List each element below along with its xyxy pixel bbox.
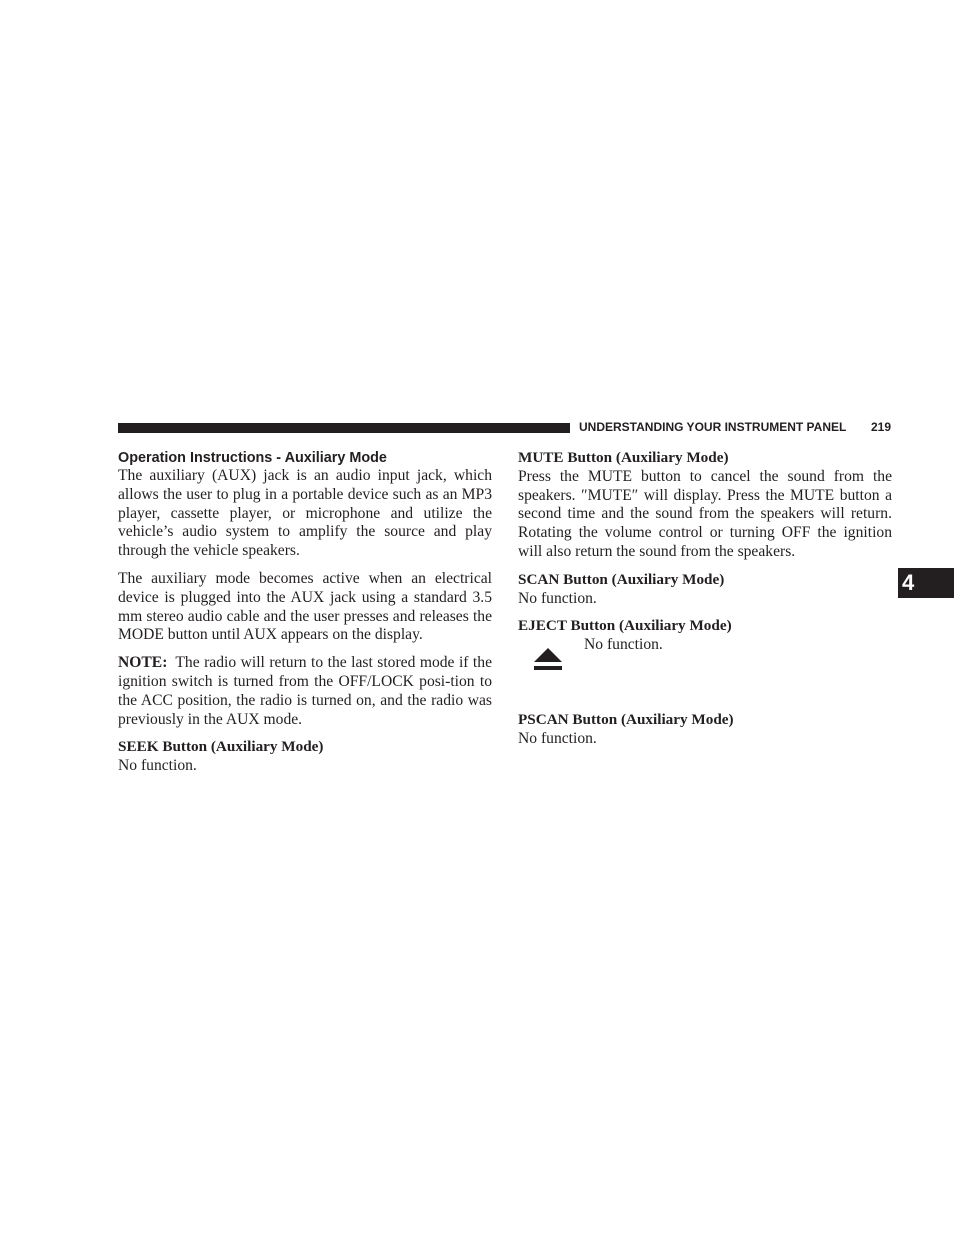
eject-heading: EJECT Button (Auxiliary Mode)	[518, 617, 732, 635]
right-column	[518, 449, 892, 749]
mute-heading: MUTE Button (Auxiliary Mode)	[518, 449, 729, 466]
eject-row	[518, 636, 892, 711]
left-column	[118, 449, 492, 776]
mute-text: Press the MUTE button to cancel the sound from the speakers. ″MUTE″ will display. Press the MUTE button a second time and the sound from the speakers will return. Rotating the volume control or turning OFF the ignition will also return the sound from the speakers.	[518, 467, 892, 560]
aux-active-paragraph: The auxiliary mode becomes active when an electrical device is plugged into the AUX jack using a standard 3.5 mm stereo audio cable and the user presses and releases the MODE button until AUX appears on the display.	[118, 569, 492, 644]
pscan-heading: PSCAN Button (Auxiliary Mode)	[518, 711, 734, 729]
scan-text: No function.	[518, 589, 597, 607]
chapter-tab	[898, 568, 954, 598]
header-rule	[118, 423, 570, 433]
eject-text: No function.	[584, 636, 663, 654]
aux-intro-paragraph: The auxiliary (AUX) jack is an audio input jack, which allows the user to plug in a portable device such as an MP3 player, cassette player, or microphone and utilize the vehicle’s audio system to amplify the source and play through the vehicle speakers.	[118, 467, 492, 560]
header-title: UNDERSTANDING YOUR INSTRUMENT PANEL	[579, 420, 847, 434]
page-number: 219	[870, 420, 891, 434]
note-text: The radio will return to the last stored mode if the ignition switch is turned from the OFF/LOCK posi-tion to the ACC position, the radio is turned on, and the radio was previously in the AUX mode.	[118, 654, 492, 728]
scan-heading: SCAN Button (Auxiliary Mode)	[518, 570, 725, 588]
note-label: NOTE:	[118, 654, 168, 672]
eject-icon	[534, 648, 562, 672]
section-heading: Operation Instructions - Auxiliary Mode	[118, 450, 387, 466]
note-paragraph	[118, 654, 492, 729]
seek-heading: SEEK Button (Auxiliary Mode)	[118, 738, 324, 756]
running-header	[579, 420, 891, 434]
chapter-number: 4	[902, 570, 915, 595]
seek-text: No function.	[118, 757, 197, 775]
pscan-text: No function.	[518, 729, 597, 747]
